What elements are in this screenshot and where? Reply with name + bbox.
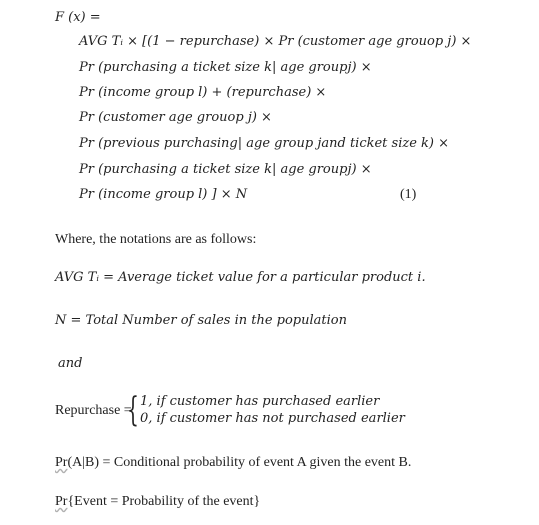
- pr-abbreviation: Pr: [55, 455, 68, 470]
- equation-line-8: Pr (income group l) ] × N: [79, 187, 248, 202]
- equation-line-2: AVG Tᵢ × [(1 − repurchase) × Pr (customer age grouop j) ×: [79, 34, 472, 49]
- definition-conditional-probability: [55, 455, 411, 471]
- and-text: and: [58, 356, 83, 371]
- repurchase-case-0: 0, if customer has not purchased earlier: [140, 411, 405, 426]
- repurchase-label: Repurchase =: [55, 403, 132, 418]
- definition-event-probability: [55, 494, 260, 510]
- equation-number: (1): [400, 187, 417, 202]
- definition-n: N = Total Number of sales in the population: [55, 313, 347, 328]
- equation-line-5: Pr (customer age grouop j) ×: [79, 110, 272, 125]
- where-text: Where, the notations are as follows:: [55, 232, 257, 247]
- definition-avg-ticket: AVG Tᵢ = Average ticket value for a particular product i.: [55, 270, 426, 285]
- equation-line-3: Pr (purchasing a ticket size k| age groupj) ×: [79, 60, 372, 75]
- equation-line-6: Pr (previous purchasing| age group jand ticket size k) ×: [79, 136, 450, 151]
- left-brace-icon: {: [127, 390, 139, 430]
- definition-event-text: {Event = Probability of the event}: [67, 494, 261, 509]
- equation-line-1: F (x) =: [55, 10, 101, 25]
- definition-conditional-text: (A|B) = Conditional probability of event A given the event B.: [67, 455, 412, 470]
- equation-line-4: Pr (income group l) + (repurchase) ×: [79, 85, 327, 100]
- repurchase-case-1: 1, if customer has purchased earlier: [140, 394, 380, 409]
- pr-abbreviation: Pr: [55, 494, 68, 509]
- equation-line-7: Pr (purchasing a ticket size k| age groupj) ×: [79, 162, 372, 177]
